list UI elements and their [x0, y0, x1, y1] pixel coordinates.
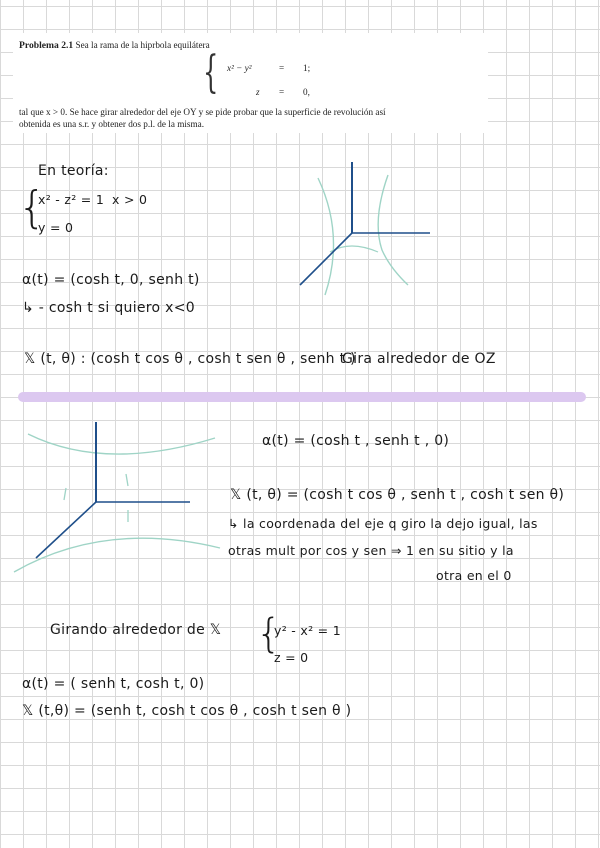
note-system2-eq1: y² - x² = 1 [274, 623, 341, 638]
note-alpha-1-remark: ↳ - cosh t si quiero x<0 [22, 300, 195, 316]
problem-text-line-1: tal que x > 0. Se hace girar alrededor del eje OY y se pide probar que la superficie de revolución así [19, 107, 386, 117]
note-system2-brace: { [256, 611, 282, 657]
eq2-equals: = [279, 87, 285, 97]
figure-hyperbola-oy [10, 420, 225, 580]
problem-title: Problema 2.1 [19, 40, 74, 51]
note-parametrization-2: 𝕏 (t, θ) = (cosh t cos θ , senh t , cosh t sen θ) [230, 487, 565, 503]
note-parametrization-3: 𝕏 (t,θ) = (senh t, cosh t cos θ , cosh t sen θ ) [22, 703, 352, 719]
hyperbola-branch-bottom [14, 538, 220, 572]
problem-intro: Sea la rama de la hiprbola equilátera [75, 40, 210, 50]
problem-text [19, 107, 484, 131]
hyperbola-branch-top [28, 434, 215, 454]
note-rotation-axis-1: Gira alrededor de OZ [342, 351, 496, 367]
note-parametrization-2-remark-line1: ↳ la coordenada del eje q giro la dejo igual, las [228, 516, 538, 531]
note-alpha-3: α(t) = ( senh t, cosh t, 0) [22, 676, 205, 692]
note-system1-condition: x > 0 [112, 192, 148, 207]
note-parametrization-2-remark-line2: otras mult por cos y sen ⇒ 1 en su sitio y la [228, 543, 514, 558]
note-parametrization-1: 𝕏 (t, θ) : (cosh t cos θ , cosh t sen θ , senh t ) [24, 351, 356, 367]
note-en-teoria: En teoría: [38, 163, 109, 179]
rotation-tick-1 [64, 488, 66, 500]
note-parametrization-2-remark-line3: otra en el 0 [436, 568, 512, 583]
problem-text-line-2: obtenida es una s.r. y obtener dos p.l. de la misma. [19, 118, 204, 129]
problem-header [19, 40, 210, 52]
eq1-lhs: x² − y² [227, 63, 252, 73]
axis-x [300, 233, 352, 285]
problem-statement [13, 33, 488, 133]
note-girando: Girando alrededor de 𝕏 [50, 622, 222, 638]
note-system2-eq2: z = 0 [274, 650, 309, 665]
note-alpha-2: α(t) = (cosh t , senh t , 0) [262, 433, 450, 449]
hyperbola-branch-left [318, 178, 334, 295]
eq2-lhs: z [256, 87, 260, 97]
eq1-rhs: 1; [303, 63, 311, 73]
rotation-tick-2 [126, 474, 128, 486]
system-brace: { [203, 47, 219, 98]
hyperbola-branch-right [378, 175, 408, 285]
figure-hyperbola-oz [290, 160, 440, 300]
eq1-equals: = [279, 63, 285, 73]
note-system1-eq2: y = 0 [38, 220, 74, 235]
note-alpha-1: α(t) = (cosh t, 0, senh t) [22, 272, 200, 288]
eq2-rhs: 0, [303, 87, 310, 97]
note-system1-brace: { [18, 182, 47, 233]
section-divider [18, 392, 586, 402]
note-system1-eq1: x² - z² = 1 [38, 192, 105, 207]
problem-system [203, 47, 403, 105]
